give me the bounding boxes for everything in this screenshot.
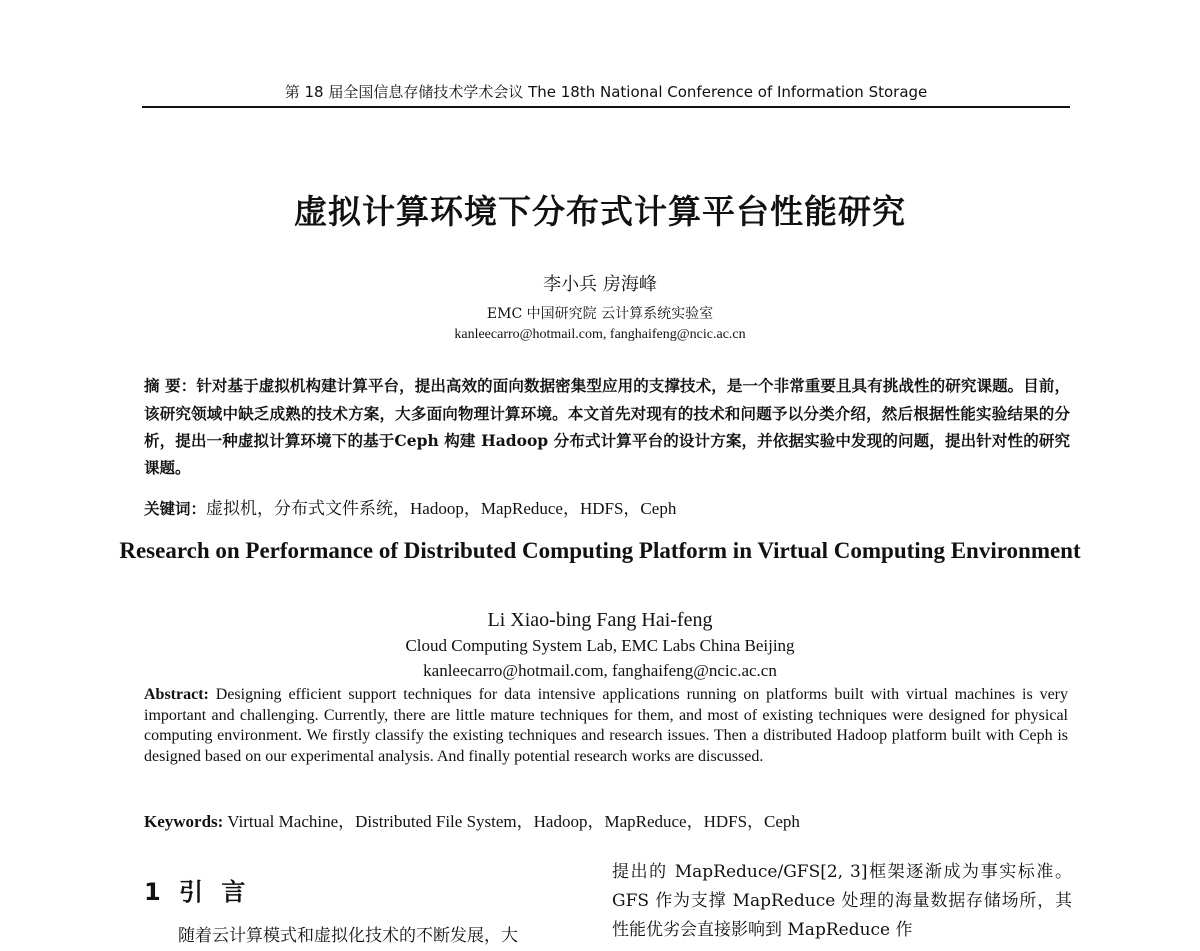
abstract-en-label: Abstract: <box>144 686 209 703</box>
email-cn: kanleecarro@hotmail.com, fanghaifeng@ncic.ac.cn <box>454 327 746 342</box>
body-text-right-column: 提出的 MapReduce/GFS[2, 3]框架逐渐成为事实标准。GFS 作为支撑 MapReduce 处理的海量数据存储场所，其性能优劣会直接影响到 MapReduce 作 <box>612 862 1072 940</box>
body-text-left-column: 随着云计算模式和虚拟化技术的不断发展，大 <box>178 926 518 946</box>
abstract-cn-label: 摘 要： <box>144 377 197 395</box>
conference-header: 第 18 届全国信息存储技术学术会议 The 18th National Conference of Information Storage <box>142 80 1070 108</box>
abstract-en <box>144 685 1068 767</box>
authors-en: Li Xiao-bing Fang Hai-feng <box>487 609 713 631</box>
paper-title-cn: 虚拟计算环境下分布式计算平台性能研究 <box>294 192 906 231</box>
abstract-en-text: Designing efficient support techniques for data intensive applications running on platforms built with virtual machines is very important and challenging. Currently, there are little mature techniques for them, and most of existing techniques were designed for physical computing environment. We firstly classify the existing techniques and research issues. Then a distributed Hadoop platform built with Ceph is designed based on our experimental analysis. And finally potential research works are discussed. <box>144 686 1068 765</box>
authors-cn: 李小兵 房海峰 <box>543 274 657 295</box>
affiliation-cn: EMC 中国研究院 云计算系统实验室 <box>486 306 714 322</box>
keywords-cn-label: 关键词： <box>144 500 207 518</box>
keywords-en-text: Virtual Machine，Distributed File System，Hadoop，MapReduce，HDFS，Ceph <box>223 812 800 831</box>
keywords-en <box>144 807 800 832</box>
section-heading: 1 引 言 <box>144 878 246 906</box>
abstract-cn-text: 针对基于虚拟机构建计算平台，提出高效的面向数据密集型应用的支撑技术，是一个非常重要且具有挑战性的研究课题。目前，该研究领域中缺乏成熟的技术方案，大多面向物理计算环境。本文首先对现有的技术和问题予以分类介绍，然后根据性能实验结果的分析，提出一种虚拟计算环境下的基于Ceph 构建 Hadoop 分布式计算平台的设计方案，并依据实验中发现的问题，提出针对性的研究课题。 <box>144 376 1070 477</box>
email-en: kanleecarro@hotmail.com, fanghaifeng@ncic.ac.cn <box>423 661 777 680</box>
affiliation-en: Cloud Computing System Lab, EMC Labs China Beijing <box>405 636 795 655</box>
paper-title-en: Research on Performance of Distributed Computing Platform in Virtual Computing Environment <box>119 538 1081 563</box>
keywords-en-label: Keywords: <box>144 812 224 831</box>
keywords-cn <box>144 494 676 519</box>
keywords-cn-text: 虚拟机，分布式文件系统，Hadoop，MapReduce，HDFS，Ceph <box>206 499 677 518</box>
abstract-cn <box>144 372 1070 481</box>
